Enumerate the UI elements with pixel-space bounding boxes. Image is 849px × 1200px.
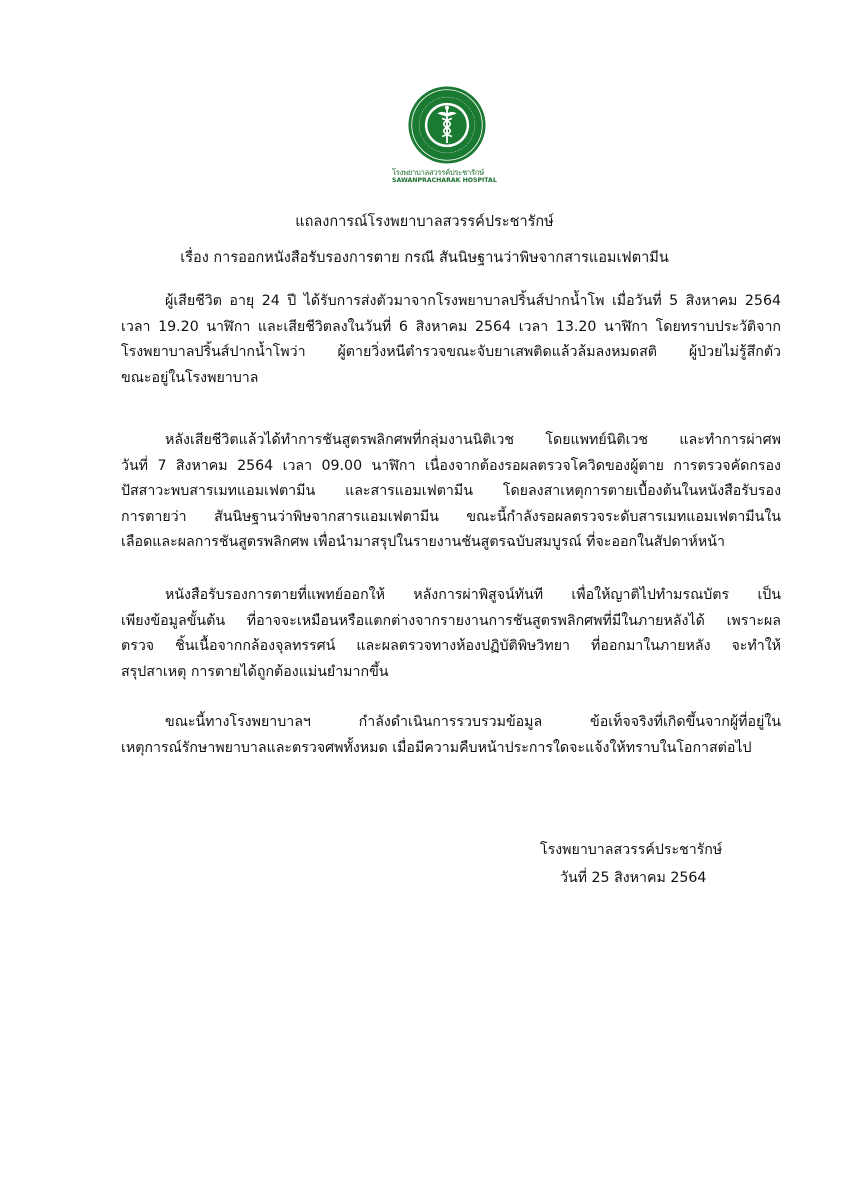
- paragraph-line: เหตุการณ์รักษาพยาบาลและตรวจศพทั้งหมด เมื่อมีความคืบหน้าประการใดจะแจ้งให้ทราบในโอกาสต่อไป: [121, 739, 752, 756]
- paragraph-1: [121, 289, 781, 391]
- hospital-name-english: SAWANPRACHARAK HOSPITAL: [392, 177, 497, 184]
- paragraph-line: ขณะอยู่ในโรงพยาบาล: [121, 369, 259, 386]
- paragraph-line: หลังเสียชีวิตแล้วได้ทำการชันสูตรพลิกศพที่กลุ่มงานนิติเวช โดยแพทย์นิติเวช และทำการผ่าศพ: [165, 432, 781, 448]
- paragraph-4: [121, 710, 781, 761]
- signature-block: [540, 836, 780, 892]
- paragraph-line: เวลา 19.20 นาฬิกา และเสียชีวิตลงในวันที่ 6 สิงหาคม 2564 เวลา 13.20 นาฬิกา โดยทราบประวัติจาก: [121, 318, 781, 335]
- paragraph-line: เพียงข้อมูลขั้นต้น ที่อาจจะเหมือนหรือแตกต่างจากรายงานการชันสูตรพลิกศพที่มีในภายหลังได้ เพราะผล: [121, 612, 781, 629]
- paragraph-2: [121, 428, 781, 556]
- paragraph-line: ผู้เสียชีวิต อายุ 24 ปี ได้รับการส่งตัวมาจากโรงพยาบาลปริ้นส์ปากน้ำโพ เมื่อวันที่ 5 สิงหาคม 2564: [165, 293, 781, 309]
- statement-subject: เรื่อง การออกหนังสือรับรองการตาย กรณี สันนิษฐานว่าพิษจากสารแอมเฟตามีน: [180, 250, 669, 266]
- paragraph-line: การตายว่า สันนิษฐานว่าพิษจากสารแอมเฟตามีน ขณะนี้กำลังรอผลตรวจระดับสารเมทแอมเฟตามีนใน: [121, 508, 781, 525]
- paragraph-line: ตรวจ ชิ้นเนื้อจากกล้องจุลทรรศน์ และผลตรวจทางห้องปฏิบัติพิษวิทยา ที่ออกมาในภายหลัง จะทำให้: [121, 638, 781, 654]
- paragraph-line: ขณะนี้ทางโรงพยาบาลฯ กำลังดำเนินการรวบรวมข้อมูล ข้อเท็จจริงที่เกิดขึ้นจากผู้ที่อยู่ใน: [165, 714, 781, 730]
- ministry-seal-icon: [406, 84, 488, 166]
- signature-organization: โรงพยาบาลสวรรค์ประชารักษ์: [540, 842, 723, 858]
- paragraph-line: โรงพยาบาลปริ้นส์ปากน้ำโพว่า ผู้ตายวิ่งหนีตำรวจขณะจับยาเสพติดแล้วล้มลงหมดสติ ผู้ป่วยไม่รู้สึกตัว: [121, 344, 781, 360]
- paragraph-line: หนังสือรับรองการตายที่แพทย์ออกให้ หลังการผ่าพิสูจน์ทันที เพื่อให้ญาติไปทำมรณบัตร เป็น: [165, 587, 781, 603]
- hospital-logo: [392, 84, 502, 188]
- hospital-name-thai: โรงพยาบาลสวรรค์ประชารักษ์: [392, 168, 484, 177]
- paragraph-line: สรุปสาเหตุ การตายได้ถูกต้องแม่นยำมากขึ้น: [121, 663, 389, 680]
- paragraph-line: เลือดและผลการชันสูตรพลิกศพ เพื่อนำมาสรุปในรายงานชันสูตรฉบับสมบูรณ์ ที่จะออกในสัปดาห์หน้า: [121, 534, 725, 550]
- paragraph-line: ปัสสาวะพบสารเมทแอมเฟตามีน และสารแอมเฟตามีน โดยลงสาเหตุการตายเบื้องต้นในหนังสือรับรอง: [121, 483, 781, 499]
- signature-date: วันที่ 25 สิงหาคม 2564: [560, 870, 707, 886]
- statement-title: แถลงการณ์โรงพยาบาลสวรรค์ประชารักษ์: [295, 214, 554, 230]
- paragraph-line: วันที่ 7 สิงหาคม 2564 เวลา 09.00 นาฬิกา เนื่องจากต้องรอผลตรวจโควิดของผู้ตาย การตรวจคัดกรอง: [121, 457, 781, 474]
- paragraph-3: [121, 583, 781, 685]
